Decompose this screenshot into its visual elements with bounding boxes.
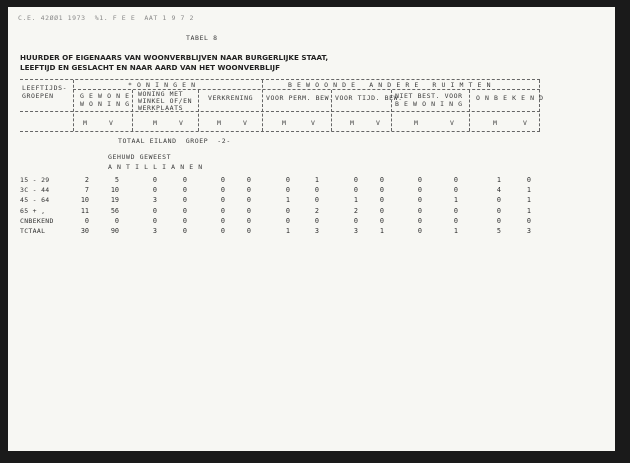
table-cell: 0 [220, 186, 225, 195]
title-line-1: HUURDER OF EIGENAARS VAN WOONVERBLIJVEN NAAR BURGERLIJKE STAAT, [20, 53, 329, 62]
table-cell: 0 [285, 176, 290, 184]
sex-label: M [282, 119, 286, 127]
sex-label: V [109, 119, 113, 127]
column-divider [262, 80, 263, 131]
row-header-line-2: GROEPEN [22, 92, 54, 100]
table-cell: 0 [417, 227, 422, 235]
table-cell: 0 [285, 216, 290, 225]
table-cell: 0 [220, 216, 225, 225]
table-cell: 2 [314, 206, 319, 215]
table-cell: 1 [353, 196, 358, 205]
table-cell: 0 [526, 176, 531, 184]
col-header-tijd: VOOR TIJD. BEW. [335, 94, 403, 102]
table-cell: 0 [353, 216, 358, 225]
table-cell: 0 [152, 186, 157, 195]
table-cell: 0 [314, 186, 319, 195]
sex-label: M [350, 119, 354, 127]
column-divider [132, 90, 133, 131]
table-cell: 0 [285, 206, 290, 215]
table-cell: 0 [353, 176, 358, 184]
table-cell: 2 [353, 206, 358, 215]
table-cell: 3 [526, 227, 531, 235]
col-header-gewone-2: W O N I N G [80, 100, 130, 108]
section-label-antillianen: A N T I L L I A N E N [108, 163, 203, 171]
col-header-onbekend: O N B E K E N D [476, 94, 544, 102]
table-cell: 1 [285, 227, 290, 235]
table-cell: 19 [110, 196, 119, 205]
table-cell: 0 [152, 216, 157, 225]
col-header-winkel-2: WINKEL OF/EN [138, 97, 193, 105]
table-right-border [539, 80, 540, 131]
table-cell: 0 [246, 227, 251, 235]
table-cell: 0 [496, 196, 501, 205]
table-cell: 1 [453, 227, 458, 235]
sex-label: M [493, 119, 497, 127]
table-cell: 0 [453, 186, 458, 195]
table-cell: 0 [417, 206, 422, 215]
table-cell: 56 [110, 206, 119, 215]
col-header-verkrening: VERKRENING [208, 94, 254, 102]
col-header-winkel-3: WERKPLAATS [138, 104, 184, 112]
table-cell: 0 [496, 216, 501, 225]
row-label: 45 - 64 [20, 196, 50, 205]
section-label-gehuwd: GEHUWD GEWEEST [108, 153, 172, 161]
column-divider [469, 90, 470, 131]
row-label: 65 + , [20, 206, 46, 215]
table-cell: 0 [417, 186, 422, 195]
table-cell: 3 [314, 227, 319, 235]
group-header-bewoonde: B E W O O N D E A N D E R E R U I M T E N [288, 81, 492, 89]
header-reference: C.E. 42ØØ1 1973 %1. F E E AAT 1 9 7 2 [18, 14, 195, 22]
table-cell: 1 [526, 196, 531, 205]
table-cell: 0 [314, 216, 319, 225]
table-cell: 0 [182, 196, 187, 205]
table-cell: 0 [285, 186, 290, 195]
row-label: 3C - 44 [20, 186, 50, 195]
table-cell: 0 [526, 216, 531, 225]
table-cell: 90 [110, 227, 119, 235]
table-cell: 1 [496, 176, 501, 184]
table-cell: 0 [417, 176, 422, 184]
table-cell: 3 [152, 196, 157, 205]
table-cell: 0 [379, 186, 384, 195]
table-cell: 0 [152, 206, 157, 215]
table-cell: 0 [246, 216, 251, 225]
table-cell: 0 [182, 186, 187, 195]
table-cell: 0 [220, 176, 225, 184]
table-cell: 1 [526, 206, 531, 215]
table-cell: 0 [417, 216, 422, 225]
table-cell: 0 [182, 176, 187, 184]
col-header-gewone: G E W O N E [80, 92, 130, 100]
row-header-line-1: LEEFTIJDS- [22, 84, 68, 92]
table-cell: 10 [110, 186, 119, 195]
sex-label: M [217, 119, 221, 127]
col-header-perm: VOOR PERM. BEW. [266, 94, 334, 102]
sex-label: M [153, 119, 157, 127]
table-cell: 1 [314, 176, 319, 184]
row-label: TCTAAL [20, 227, 46, 235]
table-cell: 1 [526, 186, 531, 195]
table-subtitle: TOTAAL EILAND GROEP -2- [118, 137, 231, 145]
sex-label: V [311, 119, 315, 127]
table-cell: 0 [220, 227, 225, 235]
table-cell: 0 [417, 196, 422, 205]
table-cell: 0 [246, 196, 251, 205]
header-bottom-rule [20, 111, 540, 112]
table-top-rule [20, 79, 540, 80]
table-cell: 0 [379, 206, 384, 215]
table-cell: 0 [453, 216, 458, 225]
table-cell: 5 [496, 227, 501, 235]
row-label: 15 - 29 [20, 176, 50, 184]
document-page [8, 7, 615, 451]
table-cell: 10 [80, 196, 89, 205]
table-cell: 1 [453, 196, 458, 205]
sex-label: V [179, 119, 183, 127]
col-header-niet-best-2: B E W O N I N G [395, 100, 463, 108]
table-cell: 0 [453, 176, 458, 184]
sex-label: V [450, 119, 454, 127]
table-cell: 0 [379, 216, 384, 225]
sex-label: V [376, 119, 380, 127]
table-cell: 1 [285, 196, 290, 205]
table-cell: 0 [182, 216, 187, 225]
table-cell: 11 [80, 206, 89, 215]
table-cell: 30 [80, 227, 89, 235]
table-cell: 0 [379, 176, 384, 184]
table-cell: 7 [84, 186, 89, 195]
title-line-2: LEEFTIJD EN GESLACHT EN NAAR AARD VAN HET WOONVERBLIJF [20, 63, 280, 72]
table-cell: 0 [84, 216, 89, 225]
table-cell: 0 [379, 196, 384, 205]
table-cell: 0 [496, 206, 501, 215]
sex-label: M [414, 119, 418, 127]
table-cell: 4 [496, 186, 501, 195]
table-label: TABEL 8 [186, 34, 218, 42]
table-cell: 0 [453, 206, 458, 215]
row-label: CNBEKEND [20, 216, 54, 225]
table-cell: 5 [114, 176, 119, 184]
col-header-winkel: WONING MET [138, 90, 184, 98]
table-cell: 0 [246, 186, 251, 195]
table-cell: 0 [314, 196, 319, 205]
group-header-woningen: * O N I N G E N [128, 81, 196, 89]
table-cell: 0 [353, 186, 358, 195]
table-cell: 3 [152, 227, 157, 235]
table-cell: 0 [182, 227, 187, 235]
table-cell: 0 [182, 206, 187, 215]
column-divider [198, 90, 199, 131]
table-cell: 0 [220, 206, 225, 215]
table-cell: 0 [246, 176, 251, 184]
table-cell: 0 [114, 216, 119, 225]
sex-label: V [243, 119, 247, 127]
table-cell: 0 [246, 206, 251, 215]
table-cell: 0 [220, 196, 225, 205]
subheader-bottom-rule [20, 131, 540, 132]
col-header-niet-best: NIET BEST. VOOR [395, 92, 463, 100]
sex-label: V [523, 119, 527, 127]
sex-label: M [83, 119, 87, 127]
table-cell: 3 [353, 227, 358, 235]
column-divider [73, 80, 74, 131]
table-cell: 0 [152, 176, 157, 184]
table-cell: 1 [379, 227, 384, 235]
table-cell: 2 [84, 176, 89, 184]
